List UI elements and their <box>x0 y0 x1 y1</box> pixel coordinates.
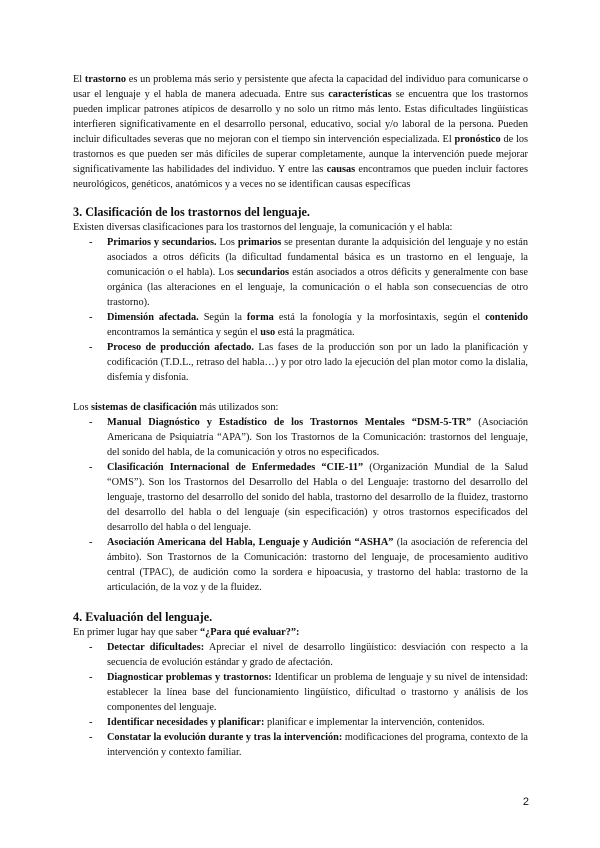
list-item: - Dimensión afectada. Según la forma está la fonología y la morfosintaxis, según el contenido encontramos la semántica y según el uso está la pragmática. <box>73 310 528 340</box>
list-item: - Constatar la evolución durante y tras la intervención: modificaciones del programa, contexto de la intervención y contexto familiar. <box>73 730 528 760</box>
document-page <box>73 72 528 760</box>
list-item: - Identificar necesidades y planificar: planificar e implementar la intervención, contenidos. <box>73 715 528 730</box>
list-item: - Primarios y secundarios. Los primarios se presentan durante la adquisición del lenguaje y no están asociados a otros déficits (la dificultad fundamental básica es un trastorno en el lenguaje, la comunicación o el habla). Los secundarios están asociados a otros déficits y generalmente con base orgánica (las alteraciones en el lenguaje, la comunicación o el habla son consecuencias de otro trastorno). <box>73 235 528 310</box>
classification-list <box>73 235 528 385</box>
list-item: - Clasificación Internacional de Enfermedades “CIE-11” (Organización Mundial de la Salud “OMS”). Son los Trastornos del Desarrollo del Habla o del Lenguaje: trastorno del desarrollo del lenguaje, trastorno del desarrollo del sonido del habla, trastorno del desarrollo de la fluidez, trastorno del desarrollo del habla o del lenguaje (sin especificación) y otros trastornos especificados del desarrollo del habla o del lenguaje. <box>73 460 528 535</box>
list-item: - Diagnosticar problemas y trastornos: Identificar un problema de lenguaje y su nivel de intensidad: establecer la línea base del funcionamiento lingüístico, dificultad o trastorno y análisis de los componentes del lenguaje. <box>73 670 528 715</box>
section-3-lead: Existen diversas clasificaciones para los trastornos del lenguaje, la comunicación y el habla: <box>73 222 453 233</box>
intro-paragraph: El trastorno es un problema más serio y persistente que afecta la capacidad del individuo para comunicarse o usar el lenguaje y el habla de manera adecuada. Entre sus características se encuentra que los trastornos pueden implicar patrones atípicos de desarrollo y no solo un ritmo más lento. Estas dificultades lingüísticas interfieren significativamente en el desarrollo personal, educativo, social y/o laboral de la persona. Pueden incluir dificultades severas que no mejoran con el tiempo sin intervención especializada. El pronóstico de los trastornos es que pueden ser más difíciles de superar completamente, aunque la intervención puede mejorar significativamente las habilidades del individuo. Y entre las causas encontramos que pueden incluir factores neurológicos, genéticos, anatómicos y a veces no se identifican causas específicas <box>73 74 529 190</box>
list-item: - Proceso de producción afectado. Las fases de la producción son por un lado la planificación y codificación (T.D.L., retraso del habla…) y por otro lado la ejecución del plan motor como la dislalia, disfemia y disfonía. <box>73 340 528 385</box>
list-item: - Manual Diagnóstico y Estadístico de los Trastornos Mentales “DSM-5-TR” (Asociación Americana de Psiquiatría “APA”). Son los Trastornos de la Comunicación: trastornos del lenguaje, del sonido del habla, de la comunicación y otros no especificados. <box>73 415 528 460</box>
evaluation-list <box>73 640 528 760</box>
section-4-heading: 4. Evaluación del lenguaje. <box>73 610 213 624</box>
page-number: 2 <box>522 796 529 808</box>
section-3-heading: 3. Clasificación de los trastornos del lenguaje. <box>73 205 310 219</box>
list-item: - Asociación Americana del Habla, Lenguaje y Audición “ASHA” (la asociación de referencia del ámbito). Son Trastornos de la Comunicación: trastorno del lenguaje, de procesamiento auditivo central (TPAC), de audición como la sordera e hipoacusia, y trastorno del habla: trastorno de la articulación, de la voz y de la fluidez. <box>73 535 528 595</box>
section-4-lead: En primer lugar hay que saber “¿Para qué evaluar?”: <box>73 627 300 638</box>
systems-list <box>73 415 528 595</box>
systems-lead: Los sistemas de clasificación más utilizados son: <box>73 402 279 413</box>
list-item: - Detectar dificultades: Apreciar el nivel de desarrollo lingüístico: desviación con respecto a la secuencia de evolución estándar y grado de afectación. <box>73 640 528 670</box>
